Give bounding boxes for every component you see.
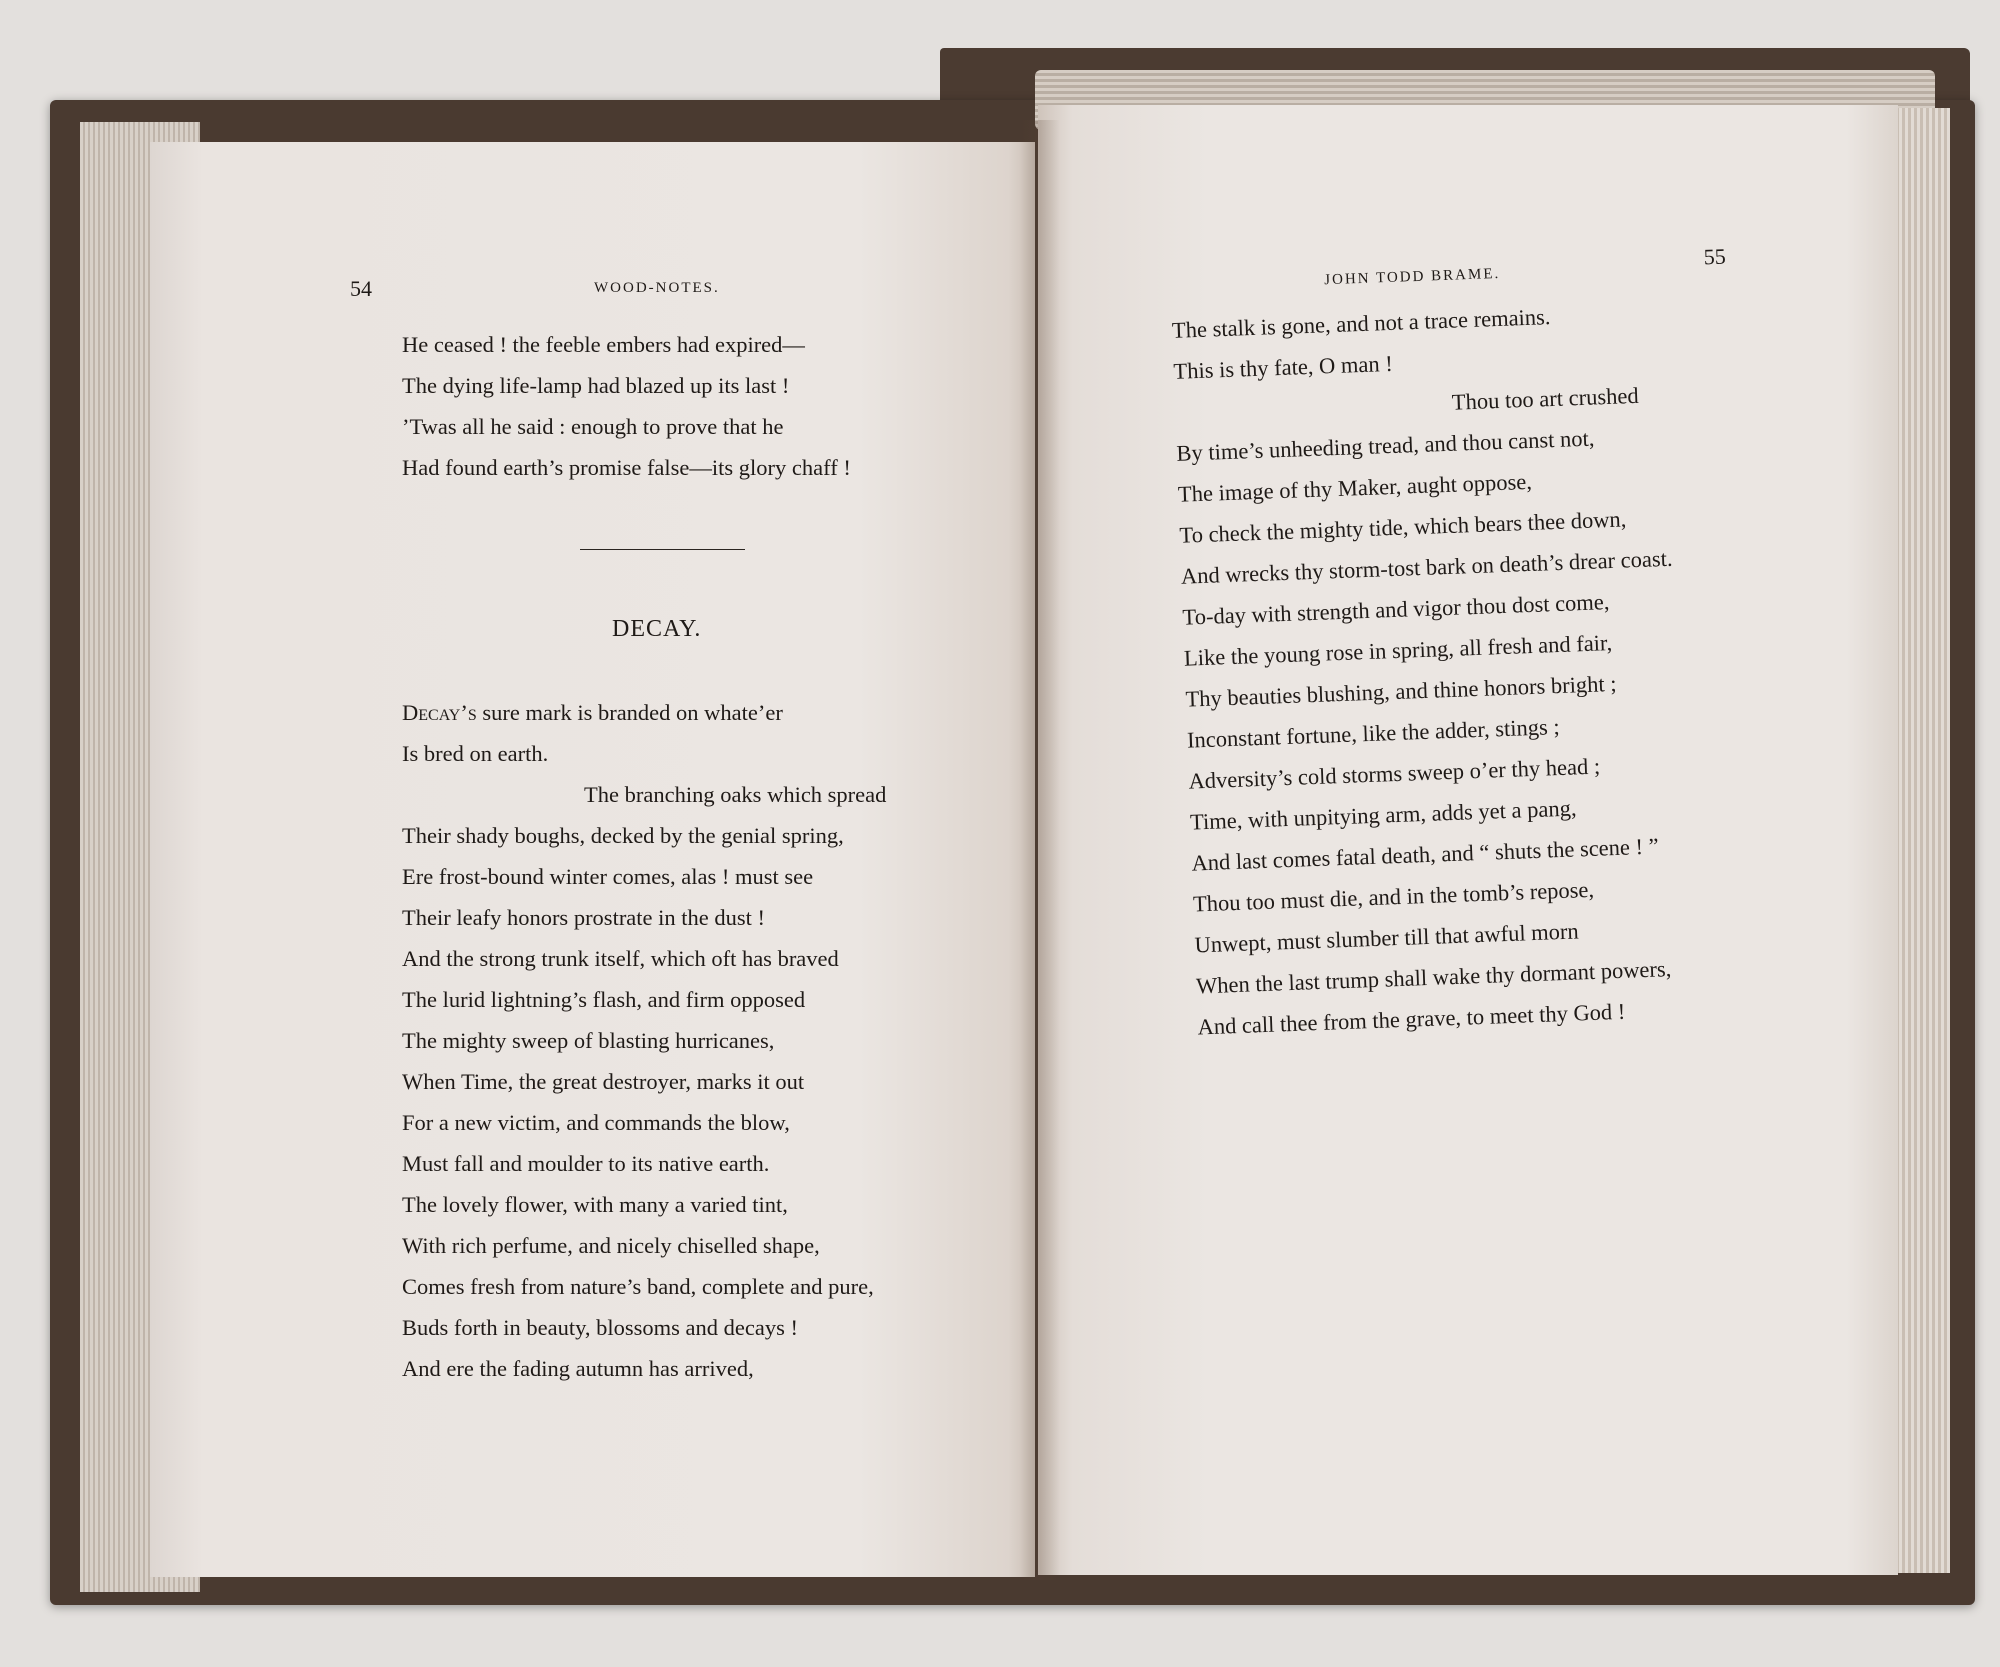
verse-line: Their leafy honors prostrate in the dust !	[402, 905, 766, 930]
verse-line: The stalk is gone, and not a trace remains.	[1171, 304, 1551, 343]
verse-line: The lovely flower, with many a varied tint,	[402, 1192, 788, 1217]
verse-line: Inconstant fortune, like the adder, stings ;	[1186, 713, 1561, 753]
verse-line: And call thee from the grave, to meet thy God !	[1197, 998, 1626, 1040]
verse-line: Is bred on earth.	[402, 741, 549, 766]
first-line-rest: sure mark is branded on whate’er	[476, 700, 783, 725]
verse-line: The lurid lightning’s flash, and firm opposed	[402, 987, 806, 1012]
verse-line: To-day with strength and vigor thou dost come,	[1182, 589, 1610, 630]
verse-line: ’Twas all he said : enough to prove that he	[402, 414, 784, 439]
book-gutter	[1020, 120, 1060, 1580]
verse-line: And ere the fading autumn has arrived,	[402, 1356, 754, 1381]
verse-line: Unwept, must slumber till that awful morn	[1194, 918, 1580, 958]
verse-line: Ere frost-bound winter comes, alas ! must see	[402, 864, 814, 889]
verse-line: The dying life-lamp had blazed up its last !	[402, 373, 790, 398]
verse-line: Comes fresh from nature’s band, complete and pure,	[402, 1274, 874, 1299]
running-head-left: WOOD-NOTES.	[594, 280, 720, 296]
page-number-right: 55	[1703, 243, 1727, 270]
verse-line: To check the mighty tide, which bears thee down,	[1179, 506, 1627, 548]
verse-line: For a new victim, and commands the blow,	[402, 1110, 790, 1135]
verse-line: He ceased ! the feeble embers had expired—	[402, 332, 805, 357]
verse-line: Time, with unpitying arm, adds yet a pang,	[1189, 795, 1577, 835]
running-head-right: JOHN TODD BRAME.	[1323, 265, 1501, 289]
page-number-left: 54	[350, 276, 372, 301]
first-word: Decay’s	[402, 700, 477, 725]
verse-line: With rich perfume, and nicely chiselled shape,	[402, 1233, 820, 1258]
verse-line: By time’s unheeding tread, and thou canst not,	[1176, 425, 1595, 466]
verse-line: And the strong trunk itself, which oft has braved	[402, 946, 839, 971]
verse-line: Must fall and moulder to its native earth.	[402, 1151, 770, 1176]
verse-line-first	[402, 700, 783, 726]
poem-title: DECAY.	[612, 616, 702, 642]
verse-line: Thou too art crushed	[1451, 382, 1639, 415]
verse-line: The branching oaks which spread	[584, 782, 887, 807]
verse-line: This is thy fate, O man !	[1173, 350, 1394, 384]
verse-line: Adversity’s cold storms sweep o’er thy head ;	[1188, 753, 1601, 794]
verse-line: When Time, the great destroyer, marks it out	[402, 1069, 805, 1094]
verse-line: Their shady boughs, decked by the genial spring,	[402, 823, 844, 848]
verse-line: Thou too must die, and in the tomb’s repose,	[1192, 876, 1595, 917]
verse-line: Like the young rose in spring, all fresh and fair,	[1183, 630, 1613, 671]
verse-line: Had found earth’s promise false—its glory chaff !	[402, 455, 851, 480]
verse-line: When the last trump shall wake thy dormant powers,	[1195, 956, 1672, 999]
verse-line: And wrecks thy storm-tost bark on death’s drear coast.	[1180, 545, 1673, 589]
verse-line: The image of thy Maker, aught oppose,	[1177, 468, 1533, 507]
section-rule	[580, 549, 745, 550]
verse-line: Buds forth in beauty, blossoms and decays !	[402, 1315, 798, 1340]
verse-line: The mighty sweep of blasting hurricanes,	[402, 1028, 775, 1053]
verse-line: Thy beauties blushing, and thine honors bright ;	[1185, 670, 1617, 712]
verse-line: And last comes fatal death, and “ shuts the scene ! ”	[1191, 833, 1660, 876]
